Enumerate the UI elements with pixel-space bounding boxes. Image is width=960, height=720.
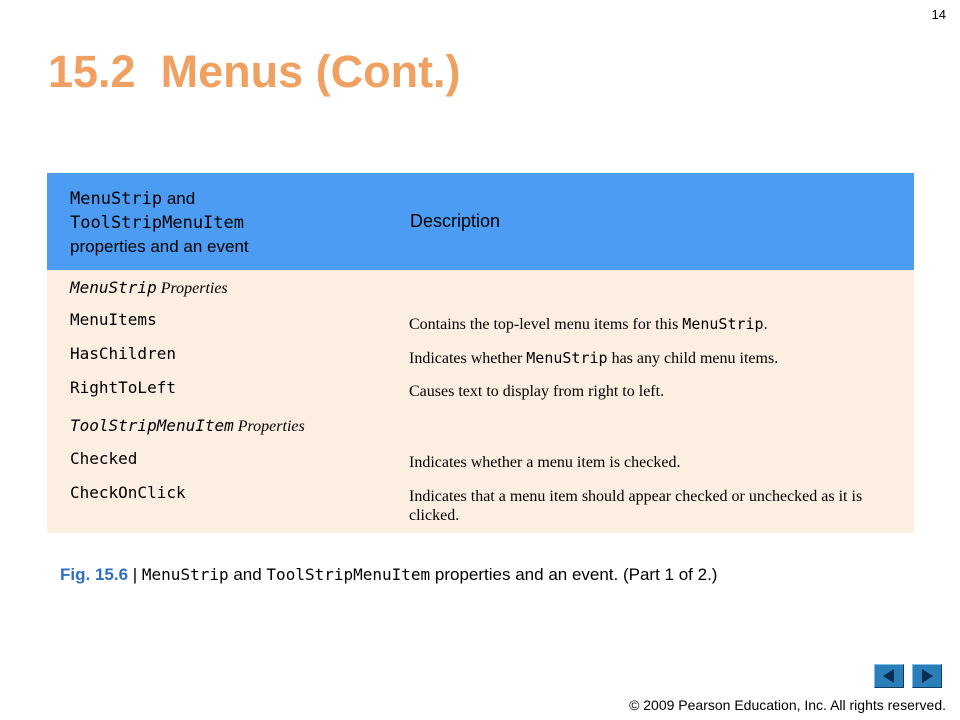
desc-text: has any child menu items. — [607, 350, 779, 367]
header-code-toolstripmenuitem: ToolStripMenuItem — [70, 213, 244, 233]
caption-code-menustrip: MenuStrip — [141, 565, 229, 584]
section-heading-menustrip — [70, 278, 228, 298]
desc-haschildren — [409, 349, 914, 368]
table-body — [47, 270, 914, 533]
section-text: Properties — [156, 280, 228, 297]
caption-and: and — [228, 565, 267, 584]
desc-text: Contains the top-level menu items for this — [409, 316, 683, 333]
page-number: 14 — [931, 7, 946, 22]
desc-text: Indicates whether — [409, 350, 527, 367]
desc-checkonclick: Indicates that a menu item should appear checked or unchecked as it is clicked. — [409, 488, 863, 524]
prop-righttoleft: RightToLeft — [70, 378, 176, 397]
header-properties-text: properties and an event — [70, 237, 249, 256]
triangle-right-icon — [913, 665, 941, 687]
section-code: ToolStripMenuItem — [70, 416, 234, 435]
header-col-properties — [70, 187, 400, 258]
caption-rest: properties and an event. (Part 1 of 2.) — [430, 565, 718, 584]
desc-menuitems — [409, 315, 914, 334]
previous-slide-button[interactable] — [874, 664, 904, 688]
caption-code-toolstripmenuitem: ToolStripMenuItem — [266, 565, 431, 584]
section-heading-toolstripmenuitem — [70, 416, 305, 436]
desc-righttoleft: Causes text to display from right to left. — [409, 383, 665, 400]
desc-checked: Indicates whether a menu item is checked. — [409, 454, 681, 471]
desc-text: . — [763, 316, 768, 333]
section-code: MenuStrip — [70, 278, 157, 297]
section-text: Properties — [233, 418, 305, 435]
caption-separator: | — [128, 565, 142, 584]
header-code-menustrip: MenuStrip — [70, 189, 163, 209]
header-col-description: Description — [410, 211, 501, 231]
table-header — [47, 173, 914, 270]
header-and: and — [162, 189, 196, 208]
prop-checked: Checked — [70, 449, 138, 468]
prop-checkonclick: CheckOnClick — [70, 483, 186, 502]
next-slide-button[interactable] — [912, 664, 942, 688]
triangle-left-icon — [875, 665, 903, 687]
copyright-notice: © 2009 Pearson Education, Inc. All rights reserved. — [629, 697, 946, 713]
figure-caption — [60, 565, 717, 585]
desc-code: MenuStrip — [682, 315, 764, 333]
prop-haschildren: HasChildren — [70, 344, 176, 363]
desc-code: MenuStrip — [526, 349, 608, 367]
prop-menuitems: MenuItems — [70, 310, 157, 329]
caption-fig-number: Fig. 15.6 — [60, 565, 129, 584]
slide-title: 15.2 Menus (Cont.) — [48, 46, 461, 97]
properties-table — [47, 173, 914, 533]
